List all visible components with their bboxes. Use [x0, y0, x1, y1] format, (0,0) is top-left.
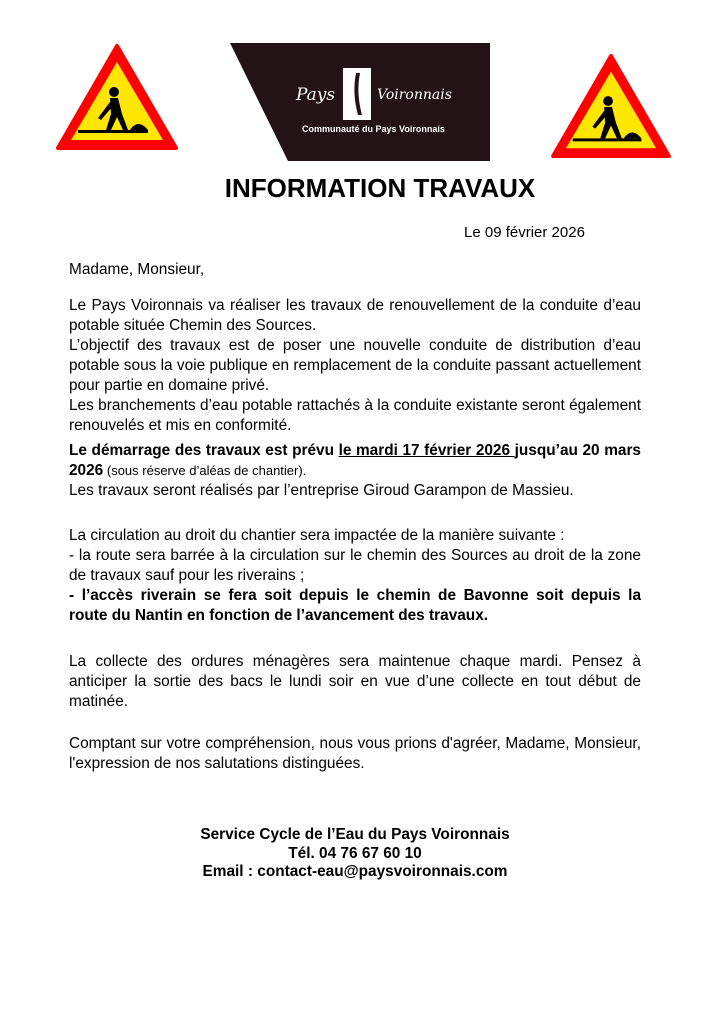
- schedule-start: Le démarrage des travaux est prévu: [69, 442, 339, 459]
- traffic-item: - la route sera barrée à la circulation sur le chemin des Sources au droit de la zone de travaux sauf pour les riverains ;: [69, 547, 641, 584]
- traffic-item-prefix: -: [69, 587, 82, 604]
- logo-name-left: Pays: [296, 85, 336, 105]
- schedule-end: jusqu’au 20 mars 2026: [69, 442, 641, 479]
- intro-paragraph: Les branchements d’eau potable rattachés à la conduite existante seront également renouvelés et mis en conformité.: [69, 397, 641, 434]
- schedule-start-date: le mardi 17 février 2026: [338, 442, 515, 459]
- schedule-section: [69, 441, 641, 501]
- waste-collection: La collecte des ordures ménagères sera maintenue chaque mardi. Pensez à anticiper la sortie des bacs le lundi soir en vue d’une collecte en tout début de matinée.: [69, 653, 641, 710]
- page-title: INFORMATION TRAVAUX: [224, 173, 536, 203]
- closing: Comptant sur votre compréhension, nous vous prions d'agréer, Madame, Monsieur, l'expression de nos salutations distinguées.: [69, 735, 641, 772]
- service-name: Service Cycle de l’Eau du Pays Voironnais: [200, 826, 510, 843]
- roadworks-sign-left-icon: [54, 42, 180, 152]
- intro-paragraph: Le Pays Voironnais va réaliser les travaux de renouvellement de la conduite d’eau potable située Chemin des Sources.: [69, 297, 641, 334]
- contractor: Les travaux seront réalisés par l’entreprise Giroud Garampon de Massieu.: [69, 482, 574, 499]
- letter-date: Le 09 février 2026: [464, 224, 585, 241]
- signature-block: [0, 826, 710, 882]
- intro-paragraph: L’objectif des travaux est de poser une nouvelle conduite de distribution d’eau potable sous la voie publique en remplacement de la conduite passant actuellement pour partie en domaine privé.: [69, 337, 641, 394]
- traffic-item-bold: l’accès riverain se fera soit depuis le chemin de Bavonne soit depuis la route du Nantin en fonction de l’avancement des travaux.: [69, 587, 642, 624]
- logo-subtitle: Communauté du Pays Voironnais: [302, 124, 445, 134]
- traffic-section: [69, 526, 641, 626]
- intro-section: [69, 296, 641, 436]
- roadworks-sign-right-icon: [548, 52, 674, 160]
- salutation: Madame, Monsieur,: [69, 261, 205, 278]
- phone: Tél. 04 76 67 60 10: [288, 844, 422, 862]
- schedule-note: (sous réserve d’aléas de chantier).: [103, 463, 307, 478]
- logo-name-right: Voironnais: [377, 87, 452, 103]
- email[interactable]: Email : contact-eau@paysvoironnais.com: [202, 863, 508, 880]
- traffic-intro: La circulation au droit du chantier sera impactée de la manière suivante :: [69, 527, 565, 544]
- pays-voironnais-logo: [230, 43, 490, 161]
